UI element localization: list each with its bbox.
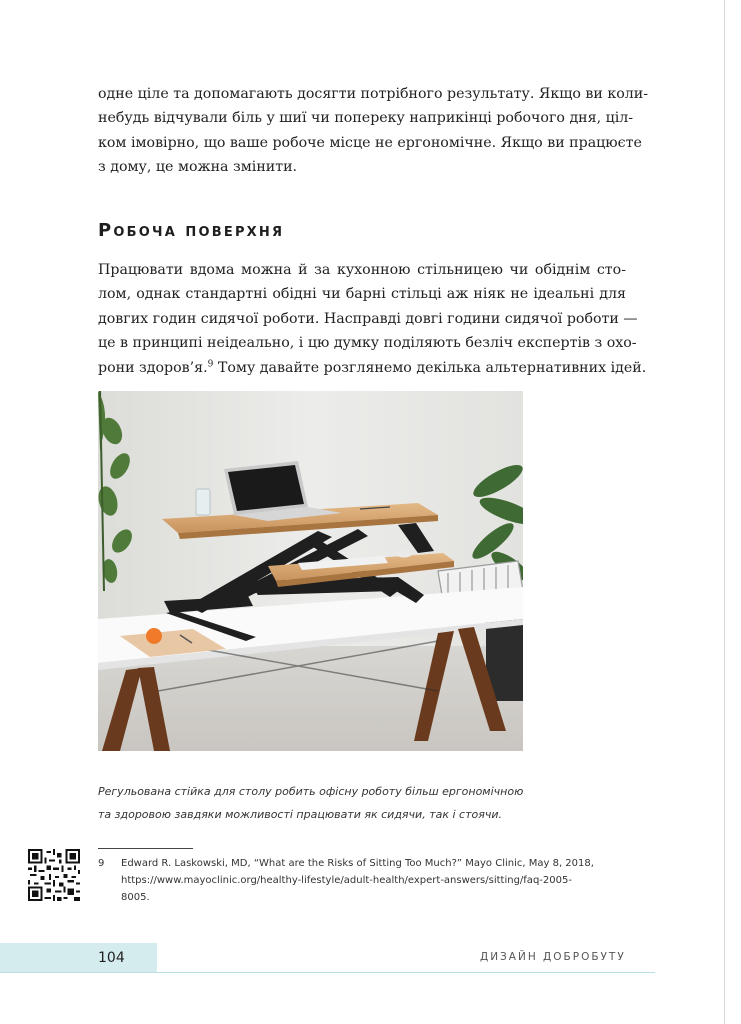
- caption-line: Регульована стійка для столу робить офісну роботу більш ергономічною: [98, 785, 524, 798]
- qr-code-icon: [28, 849, 80, 901]
- text-line: з дому, це можна змінити.: [98, 159, 298, 176]
- footnote-divider: [98, 848, 193, 849]
- text-line: одне ціле та допомагають досягти потрібного результату. Якщо ви коли-: [98, 86, 649, 102]
- page-number: 104: [98, 950, 125, 966]
- glass-icon: [196, 489, 210, 515]
- footnote-reference[interactable]: 9: [207, 358, 214, 369]
- caption-line: та здоровою завдяки можливості працювати як сидячи, так і стоячи.: [98, 808, 502, 821]
- footnote-link[interactable]: https://www.mayoclinic.org/healthy-lifestyle/adult-health/expert-answers/sitting/faq-2005-: [121, 875, 572, 886]
- text-line: ком імовірно, що ваше робоче місце не ергономічне. Якщо ви працюєте: [98, 134, 642, 151]
- footnote-number: 9: [98, 858, 105, 869]
- text-line: лом, однак стандартні обідні чи барні стільці аж ніяк не ідеальні для: [98, 286, 626, 303]
- text-line: [98, 356, 647, 380]
- intro-paragraph: [98, 82, 649, 180]
- text-fragment: рони здоров’я.: [98, 359, 208, 376]
- footer-rule: [0, 972, 655, 973]
- page-edge-rule: [724, 0, 725, 1024]
- footnote-text: [121, 855, 626, 906]
- footnote-line: Edward R. Laskowski, MD, “What are the Risks of Sitting Too Much?” Mayo Clinic, May 8, 2018,: [121, 858, 594, 869]
- body-paragraph: [98, 258, 647, 380]
- footnote-link[interactable]: 8005.: [121, 892, 150, 903]
- orange-icon: [146, 628, 162, 644]
- section-heading: Робоча поверхня: [98, 220, 285, 241]
- text-fragment: Тому давайте розглянемо декілька альтернативних ідей.: [213, 359, 647, 376]
- text-line: Працювати вдома можна й за кухонною стільницею чи обіднім сто-: [98, 262, 626, 278]
- standing-desk-illustration: [98, 391, 523, 751]
- text-line: небудь відчували біль у шиї чи попереку наприкінці робочого дня, цiл-: [98, 110, 634, 127]
- text-line: це в принципі неідеально, і цю думку поділяють безліч експертів з охо-: [98, 335, 637, 352]
- folio-accent-bar: [0, 943, 157, 973]
- running-head: ДИЗАЙН ДОБРОБУТУ: [480, 951, 626, 963]
- figure-caption: [98, 780, 558, 826]
- standing-desk-photo: [98, 391, 523, 751]
- text-line: довгих годин сидячої роботи. Насправді довгі години сидячої роботи —: [98, 310, 638, 327]
